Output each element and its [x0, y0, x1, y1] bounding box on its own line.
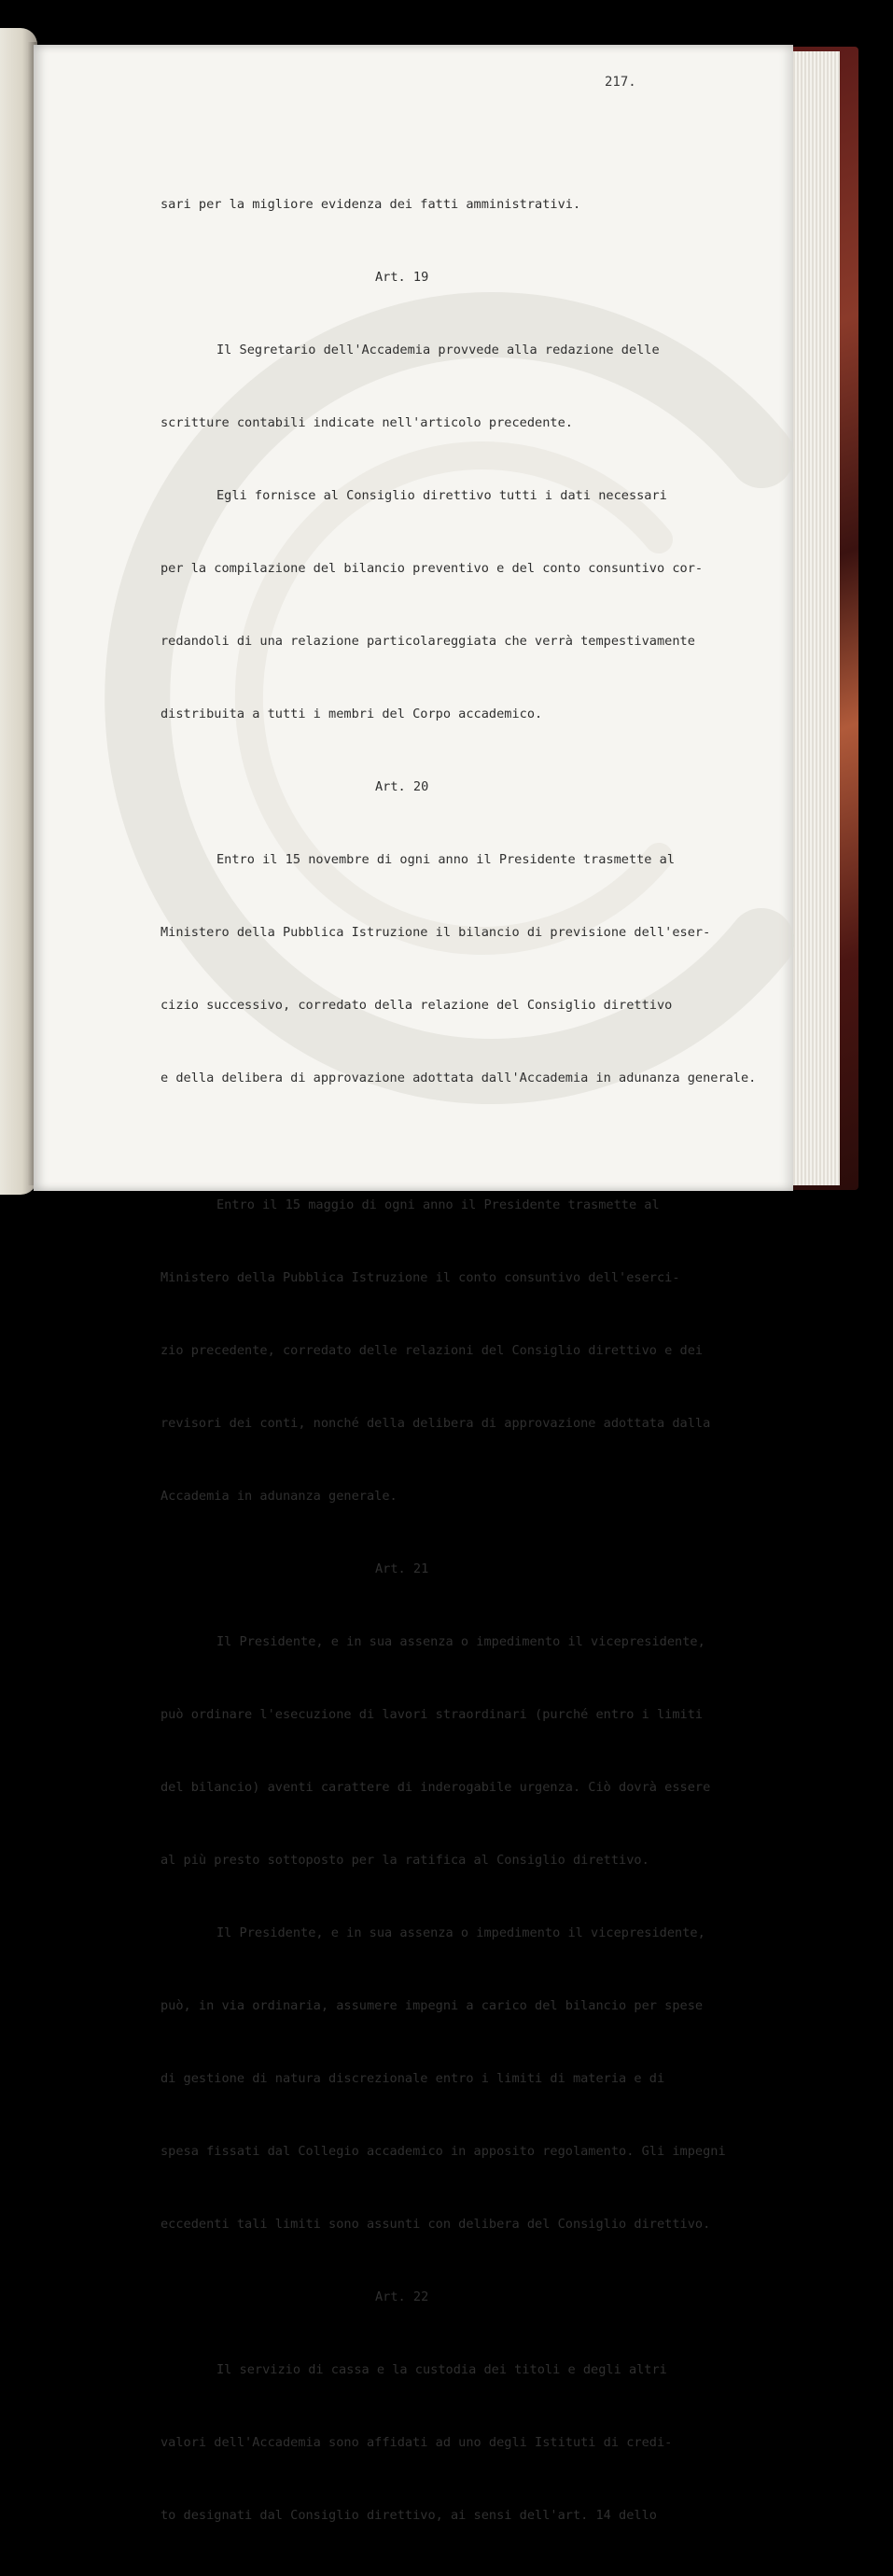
text-line: e della delibera di approvazione adottata dall'Accademia in adunanza generale. [160, 1071, 757, 1085]
text-line: sari per la migliore evidenza dei fatti amministrativi. [160, 197, 581, 212]
text-line: distribuita a tutti i membri del Corpo accademico. [160, 707, 543, 721]
text-line: valori dell'Accademia sono affidati ad uno degli Istituti di credi- [160, 2435, 673, 2450]
text-line: spesa fissati dal Collegio accademico in apposito regolamento. Gli impegni [160, 2144, 726, 2159]
text-line: può, in via ordinaria, assumere impegni a carico del bilancio per spese [160, 1998, 704, 2013]
text-line: Egli fornisce al Consiglio direttivo tutti i dati necessari [216, 488, 667, 503]
text-line: Il Presidente, e in sua assenza o impedimento il vicepresidente, [216, 1925, 705, 1940]
article-heading: Art. 19 [375, 270, 429, 285]
text-line: revisori dei conti, nonché della delibera di approvazione adottata dalla [160, 1416, 711, 1431]
article-heading: Art. 22 [375, 2289, 429, 2304]
article-heading: Art. 21 [375, 1561, 429, 1576]
text-line: Entro il 15 novembre di ogni anno il Presidente trasmette al [216, 852, 676, 867]
text-line: eccedenti tali limiti sono assunti con delibera del Consiglio direttivo. [160, 2217, 711, 2232]
text-line: Ministero della Pubblica Istruzione il bilancio di previsione dell'eser- [160, 925, 711, 940]
text-line: zio precedente, corredato delle relazioni del Consiglio direttivo e dei [160, 1343, 704, 1358]
text-line: Entro il 15 maggio di ogni anno il Presidente trasmette al [216, 1197, 660, 1212]
paragraph-gap [160, 1139, 720, 1144]
text-line: scritture contabili indicate nell'articolo precedente. [160, 415, 573, 430]
document-page [34, 45, 793, 2523]
page-number: 217. [605, 75, 636, 90]
text-line: cizio successivo, corredato della relazione del Consiglio direttivo [160, 998, 673, 1013]
text-line: Il servizio di cassa e la custodia dei titoli e degli altri [216, 2362, 667, 2377]
text-line: al più presto sottoposto per la ratifica al Consiglio direttivo. [160, 1853, 649, 1868]
text-line: Il Segretario dell'Accademia provvede alla redazione delle [216, 343, 660, 357]
text-line: Il Presidente, e in sua assenza o impedimento il vicepresidente, [216, 1634, 705, 1649]
text-line: Accademia in adunanza generale. [160, 1489, 398, 1504]
text-line: Ministero della Pubblica Istruzione il conto consuntivo dell'eserci- [160, 1270, 680, 1285]
text-line: di gestione di natura discrezionale entro i limiti di materia e di [160, 2071, 665, 2086]
text-line: del bilancio) aventi carattere di inderogabile urgenza. Ciò dovrà essere [160, 1780, 711, 1795]
text-line: to designati dal Consiglio direttivo, ai sensi dell'art. 14 dello [160, 2508, 657, 2523]
text-line: per la compilazione del bilancio preventivo e del conto consuntivo cor- [160, 561, 704, 576]
text-line: redandoli di una relazione particolareggiata che verrà tempestivamente [160, 634, 695, 649]
document-body [160, 144, 757, 2576]
article-heading: Art. 20 [375, 779, 429, 794]
text-line: può ordinare l'esecuzione di lavori straordinari (purché entro i limiti [160, 1707, 704, 1722]
